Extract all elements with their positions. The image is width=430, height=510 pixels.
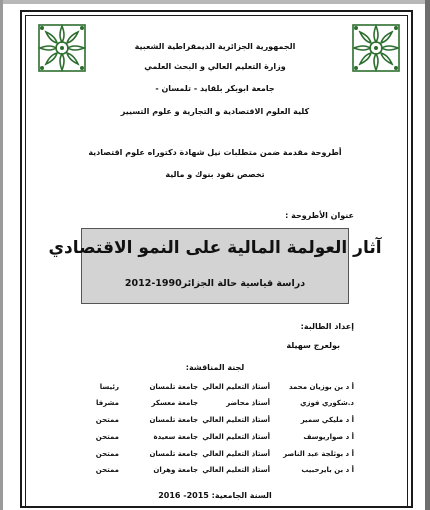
table-row xyxy=(0,464,430,476)
member-role: ممتحن xyxy=(95,433,119,441)
member-name: د.شكوري فوزي xyxy=(300,399,354,407)
member-university: جامعة تلمسان xyxy=(149,383,198,391)
member-role: ممتحن xyxy=(95,416,119,424)
student-name: بولعرج سهيلة xyxy=(286,341,340,350)
thesis-subtitle: دراسة قياسية حالة الجزائر1990-2012 xyxy=(124,278,306,289)
member-role: مشرفا xyxy=(95,399,119,407)
table-row xyxy=(0,414,430,426)
table-row xyxy=(0,448,430,460)
header-ministry: وزارة التعليم العالي و البحث العلمي xyxy=(144,62,286,71)
member-university: جامعة وهران xyxy=(153,466,198,474)
member-name: أ د مليكي سمير xyxy=(300,416,354,424)
member-name: أ د بن بايرحبيب xyxy=(301,466,354,474)
thesis-title-label: عنوان الأطروحة : xyxy=(285,211,354,220)
member-name: أ د بوثلجة عبد الناصر xyxy=(283,450,354,458)
member-rank: أستاذ التعليم العالي xyxy=(202,383,270,391)
thesis-purpose: أطروحة مقدمة ضمن متطلبات نيل شهادة دكتوراه علوم اقتصادية xyxy=(88,148,342,157)
header-faculty: كلية العلوم الاقتصادية و التجارية و علوم التسيير xyxy=(120,107,310,116)
table-row xyxy=(0,431,430,443)
thesis-title: آثار العولمة المالية على النمو الاقتصادي xyxy=(48,238,382,258)
committee-label: لجنة المناقشة: xyxy=(185,363,245,372)
member-university: جامعة معسكر xyxy=(151,399,198,407)
table-row xyxy=(0,381,430,393)
academic-year: السنة الجامعية: 2015- 2016 xyxy=(158,491,272,500)
member-role: ممتحن xyxy=(95,450,119,458)
header-university: جامعة ابوبكر بلقايد - تلمسان - xyxy=(155,84,275,93)
student-label: إعداد الطالبة: xyxy=(300,322,354,331)
member-rank: أستاذ التعليم العالي xyxy=(202,416,270,424)
member-rank: أستاذ التعليم العالي xyxy=(202,466,270,474)
member-rank: أستاذ التعليم العالي xyxy=(202,450,270,458)
thesis-specialty: تخصص نقود بنوك و مالية xyxy=(165,170,265,179)
member-university: جامعة سعيدة xyxy=(153,433,198,441)
member-name: أ د بن بوزيان محمد xyxy=(288,383,354,391)
member-university: جامعة تلمسان xyxy=(149,416,198,424)
member-rank: أستاذ محاضر xyxy=(226,399,270,407)
member-name: أ د صواريوسف xyxy=(303,433,354,441)
member-rank: أستاذ التعليم العالي xyxy=(202,433,270,441)
member-university: جامعة تلمسان xyxy=(149,450,198,458)
member-role: رئيسا xyxy=(99,383,119,391)
header-republic: الجمهورية الجزائرية الديمقراطية الشعبية xyxy=(134,42,296,51)
table-row xyxy=(0,397,430,409)
member-role: ممتحن xyxy=(95,466,119,474)
